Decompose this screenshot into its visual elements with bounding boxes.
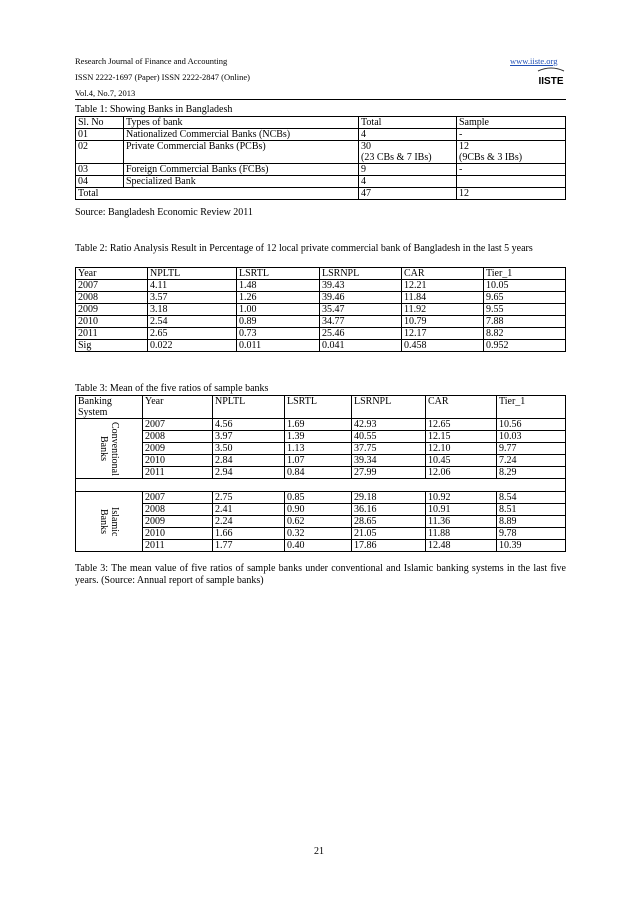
table-cell: 03 <box>76 164 124 176</box>
table-cell: 29.18 <box>352 492 426 504</box>
header-cell: LSRTL <box>237 268 320 280</box>
table-cell: 1.39 <box>285 431 352 443</box>
table-cell: 1.07 <box>285 455 352 467</box>
table-row <box>76 455 566 467</box>
spacer-cell <box>76 479 566 492</box>
table-cell: 2.54 <box>148 316 237 328</box>
header-cell: Sl. No <box>76 117 124 129</box>
table-cell: 11.92 <box>402 304 484 316</box>
table-cell: 04 <box>76 176 124 188</box>
table-cell: 9.65 <box>484 292 566 304</box>
table-row <box>76 467 566 479</box>
table-cell: 2.84 <box>213 455 285 467</box>
table-row <box>76 516 566 528</box>
header-cell: NPLTL <box>148 268 237 280</box>
table-cell <box>359 141 457 164</box>
table-cell: Specialized Bank <box>124 176 359 188</box>
header-cell: Year <box>76 268 148 280</box>
table-row <box>76 164 566 176</box>
table-cell: 2.75 <box>213 492 285 504</box>
volume-line: Vol.4, No.7, 2013 <box>75 88 136 98</box>
header-cell: CAR <box>402 268 484 280</box>
header-cell: NPLTL <box>213 396 285 419</box>
table-cell: 02 <box>76 141 124 164</box>
table-cell: 39.46 <box>320 292 402 304</box>
table-cell: 8.29 <box>497 467 566 479</box>
table-cell: 25.46 <box>320 328 402 340</box>
table-cell: 2.24 <box>213 516 285 528</box>
table-cell: 35.47 <box>320 304 402 316</box>
table-cell: 3.50 <box>213 443 285 455</box>
table-cell: 0.62 <box>285 516 352 528</box>
page-number: 21 <box>314 846 324 857</box>
table-cell: 9.77 <box>497 443 566 455</box>
table-cell: 12 <box>457 188 566 200</box>
header-rule <box>75 99 566 100</box>
header-cell: LSRTL <box>285 396 352 419</box>
conventional-banks-label <box>76 419 143 479</box>
table-cell: 42.93 <box>352 419 426 431</box>
table-cell: 2010 <box>76 316 148 328</box>
table-cell: - <box>457 164 566 176</box>
table-cell: 10.92 <box>426 492 497 504</box>
table-row <box>76 141 566 164</box>
table-cell: 01 <box>76 129 124 141</box>
table-cell: 4 <box>359 176 457 188</box>
table-cell: 3.18 <box>148 304 237 316</box>
table-header-row <box>76 396 566 419</box>
table-row <box>76 340 566 352</box>
table3-caption: Table 3: Mean of the five ratios of sample banks <box>75 383 269 394</box>
table-cell: 2011 <box>143 540 213 552</box>
table-cell: - <box>457 129 566 141</box>
table-cell: 0.84 <box>285 467 352 479</box>
table-cell: 39.34 <box>352 455 426 467</box>
table-cell: 10.45 <box>426 455 497 467</box>
table-cell: 1.13 <box>285 443 352 455</box>
table-cell: 12.21 <box>402 280 484 292</box>
table-cell: 0.40 <box>285 540 352 552</box>
table-row <box>76 129 566 141</box>
table-row <box>76 328 566 340</box>
header-cell: Tier_1 <box>484 268 566 280</box>
table-cell: 2.41 <box>213 504 285 516</box>
table-cell: 9.55 <box>484 304 566 316</box>
table-row <box>76 504 566 516</box>
table-row <box>76 443 566 455</box>
table-cell: 36.16 <box>352 504 426 516</box>
spacer-row <box>76 479 566 492</box>
table-cell: 12.65 <box>426 419 497 431</box>
table-row <box>76 492 566 504</box>
header-cell: CAR <box>426 396 497 419</box>
table-cell: 10.05 <box>484 280 566 292</box>
iiste-logo <box>536 65 566 87</box>
table-cell: 12.10 <box>426 443 497 455</box>
table-row <box>76 304 566 316</box>
table-cell: 11.88 <box>426 528 497 540</box>
table-cell: 2007 <box>143 419 213 431</box>
table-cell: 2007 <box>76 280 148 292</box>
issn-line: ISSN 2222-1697 (Paper) ISSN 2222-2847 (Online) <box>75 72 250 82</box>
table-cell: 0.011 <box>237 340 320 352</box>
table-header-row <box>76 268 566 280</box>
table1 <box>75 116 566 200</box>
label-line: Conventional <box>109 421 120 476</box>
table-cell: 2009 <box>143 443 213 455</box>
table3 <box>75 395 566 552</box>
header-cell: Banking System <box>76 396 143 419</box>
table-row <box>76 419 566 431</box>
table-cell <box>457 141 566 164</box>
islamic-banks-label <box>76 492 143 552</box>
table-cell: 10.91 <box>426 504 497 516</box>
table-cell: 8.89 <box>497 516 566 528</box>
table-cell: 0.458 <box>402 340 484 352</box>
table-cell: 2011 <box>143 467 213 479</box>
table-cell: 7.24 <box>497 455 566 467</box>
table-cell: 34.77 <box>320 316 402 328</box>
table-cell: 10.39 <box>497 540 566 552</box>
table-cell: 9 <box>359 164 457 176</box>
table-cell: 2011 <box>76 328 148 340</box>
logo-text: IISTE <box>538 76 564 87</box>
table-cell: 2.65 <box>148 328 237 340</box>
table-cell: 0.90 <box>285 504 352 516</box>
cell-line: 30 <box>361 141 371 152</box>
label-line: Banks <box>98 509 109 534</box>
table2-caption: Table 2: Ratio Analysis Result in Percentage of 12 local private commercial bank of Bangladesh in the last 5 years <box>75 243 533 254</box>
table-cell: 12.17 <box>402 328 484 340</box>
table-cell: 37.75 <box>352 443 426 455</box>
table-cell: 0.022 <box>148 340 237 352</box>
table-cell: 0.041 <box>320 340 402 352</box>
table-cell: 12.06 <box>426 467 497 479</box>
table-cell: 0.952 <box>484 340 566 352</box>
cell-line: (9CBs & 3 IBs) <box>459 152 523 163</box>
table-cell: 8.54 <box>497 492 566 504</box>
table-cell: 2008 <box>143 504 213 516</box>
table2 <box>75 267 566 352</box>
table-cell: 21.05 <box>352 528 426 540</box>
table-cell: Private Commercial Banks (PCBs) <box>124 141 359 164</box>
table-row <box>76 540 566 552</box>
table-cell: 40.55 <box>352 431 426 443</box>
table-total-row <box>76 188 566 200</box>
header-cell: LSRNPL <box>352 396 426 419</box>
table-cell: 11.84 <box>402 292 484 304</box>
table-cell: 0.89 <box>237 316 320 328</box>
table1-source: Source: Bangladesh Economic Review 2011 <box>75 207 253 218</box>
label-line: Islamic <box>109 506 120 537</box>
table-cell: 1.26 <box>237 292 320 304</box>
table-cell: 39.43 <box>320 280 402 292</box>
header-cell: LSRNPL <box>320 268 402 280</box>
table-cell: 1.66 <box>213 528 285 540</box>
header-cell: Total <box>359 117 457 129</box>
table-cell: 1.48 <box>237 280 320 292</box>
journal-title: Research Journal of Finance and Accounting <box>75 56 228 66</box>
table-cell: 8.82 <box>484 328 566 340</box>
table-cell: 1.69 <box>285 419 352 431</box>
table-cell: 9.78 <box>497 528 566 540</box>
table-row <box>76 292 566 304</box>
table-cell: 3.97 <box>213 431 285 443</box>
table-cell: 4.56 <box>213 419 285 431</box>
table-row <box>76 528 566 540</box>
header-cell: Tier_1 <box>497 396 566 419</box>
table-cell: Nationalized Commercial Banks (NCBs) <box>124 129 359 141</box>
table-cell <box>457 176 566 188</box>
table-cell: 28.65 <box>352 516 426 528</box>
cell-line: (23 CBs & 7 IBs) <box>361 152 432 163</box>
table-cell: Foreign Commercial Banks (FCBs) <box>124 164 359 176</box>
table-cell: 2008 <box>76 292 148 304</box>
table-cell: Total <box>76 188 359 200</box>
table-cell: 4.11 <box>148 280 237 292</box>
table-cell: 1.77 <box>213 540 285 552</box>
table-cell: 7.88 <box>484 316 566 328</box>
table-cell: 0.85 <box>285 492 352 504</box>
table3-note: Table 3: The mean value of five ratios of sample banks under conventional and Islamic banking systems in the last five years. (Source: Annual report of sample banks) <box>75 563 566 586</box>
table-cell: 27.99 <box>352 467 426 479</box>
table-cell: 10.79 <box>402 316 484 328</box>
table-cell: 47 <box>359 188 457 200</box>
cell-line: 12 <box>459 141 469 152</box>
table-cell: 3.57 <box>148 292 237 304</box>
table-cell: 10.56 <box>497 419 566 431</box>
table-row <box>76 316 566 328</box>
table1-caption: Table 1: Showing Banks in Bangladesh <box>75 104 233 115</box>
label-line: Banks <box>98 436 109 461</box>
table-cell: 2007 <box>143 492 213 504</box>
table-cell: 2010 <box>143 528 213 540</box>
table-cell: Sig <box>76 340 148 352</box>
website-link[interactable]: www.iiste.org <box>510 56 558 66</box>
header-cell: Types of bank <box>124 117 359 129</box>
table-header-row <box>76 117 566 129</box>
table-cell: 12.48 <box>426 540 497 552</box>
table-row <box>76 176 566 188</box>
table-row <box>76 280 566 292</box>
table-cell: 11.36 <box>426 516 497 528</box>
table-row <box>76 431 566 443</box>
table-cell: 2008 <box>143 431 213 443</box>
table-cell: 17.86 <box>352 540 426 552</box>
table-cell: 0.32 <box>285 528 352 540</box>
table-cell: 1.00 <box>237 304 320 316</box>
table-cell: 2009 <box>143 516 213 528</box>
table-cell: 8.51 <box>497 504 566 516</box>
header-cell: Year <box>143 396 213 419</box>
table-cell: 0.73 <box>237 328 320 340</box>
table-cell: 2010 <box>143 455 213 467</box>
table-cell: 2.94 <box>213 467 285 479</box>
table-cell: 10.03 <box>497 431 566 443</box>
table-cell: 2009 <box>76 304 148 316</box>
table-cell: 12.15 <box>426 431 497 443</box>
table-cell: 4 <box>359 129 457 141</box>
header-cell: Sample <box>457 117 566 129</box>
